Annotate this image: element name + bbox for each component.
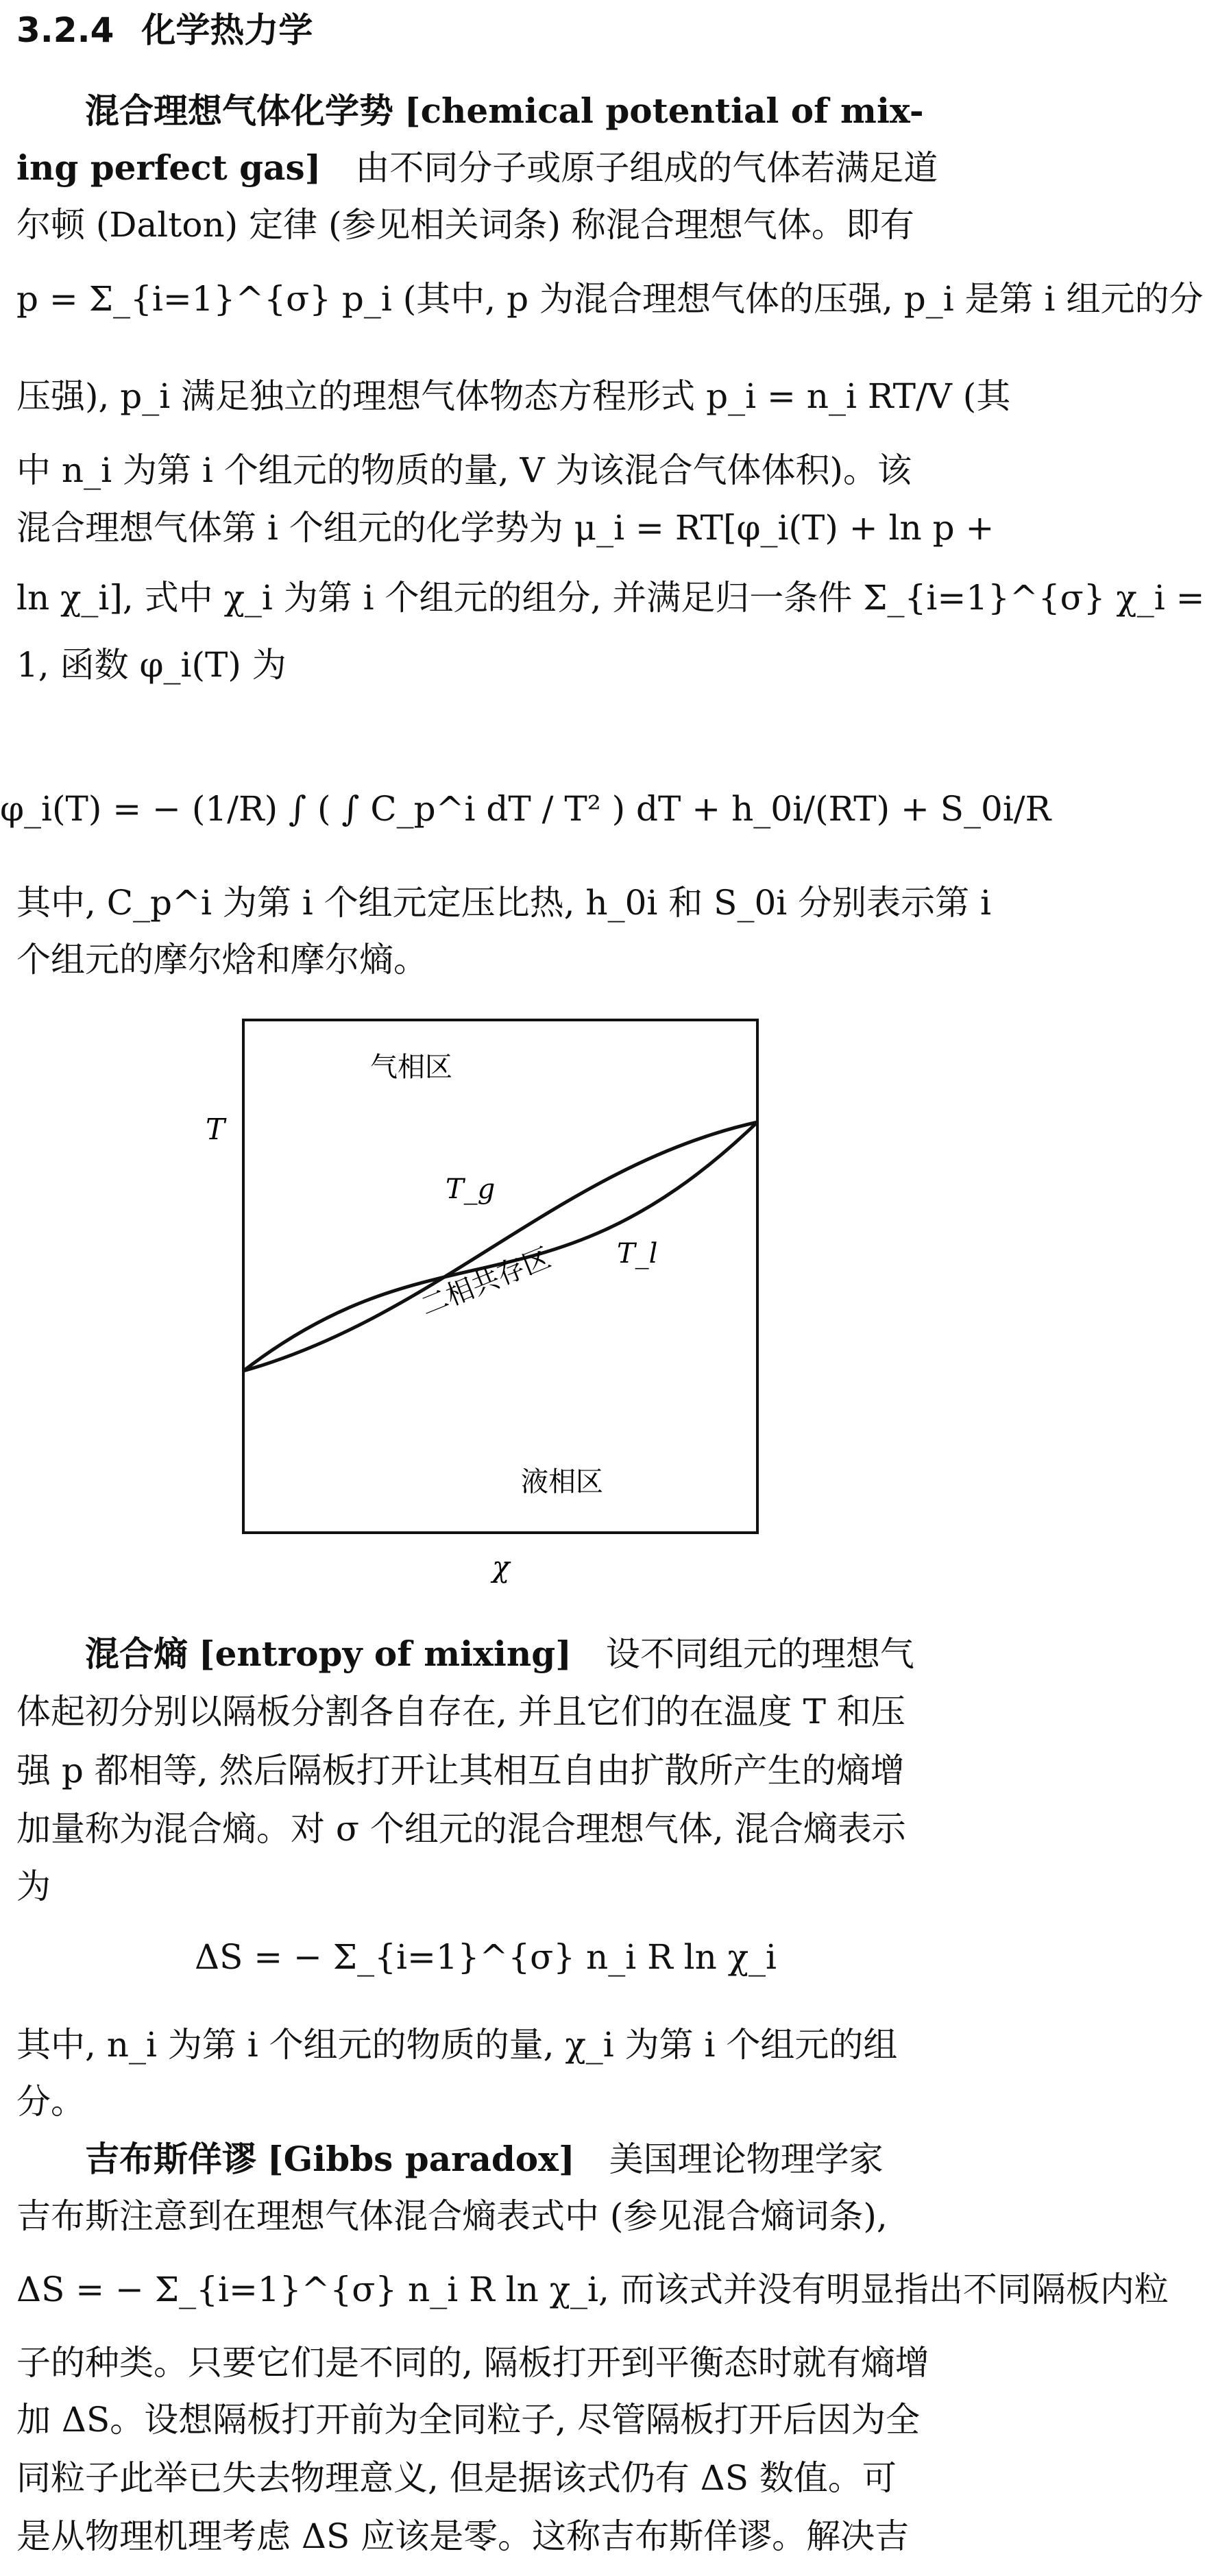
entry1-line9: 1, 函数 φ_i(T) 为 [16, 645, 287, 685]
label-liquid-region: 液相区 [521, 1466, 603, 1498]
label-two-phase-region: 二相共存区 [416, 1241, 555, 1323]
axis-label-y: T [206, 1113, 226, 1146]
entry3-line2: 吉布斯注意到在理想气体混合熵表式中 (参见混合熵词条), [16, 2196, 888, 2236]
entry2-line4: 加量称为混合熵。对 σ 个组元的混合理想气体, 混合熵表示 [16, 1809, 906, 1849]
entry3-line3: ΔS = − Σ_{i=1}^{σ} n_i R ln χ_i, 而该式并没有明显指出不同隔板内粒 [16, 2270, 1169, 2309]
entry1-line3: 尔顿 (Dalton) 定律 (参见相关词条) 称混合理想气体。即有 [16, 205, 914, 245]
entry3-line4: 子的种类。只要它们是不同的, 隔板打开到平衡态时就有熵增 [16, 2343, 929, 2383]
section-number: 3.2.4 [16, 10, 114, 50]
entry3-term-en: [Gibbs paradox] [267, 2139, 575, 2179]
entry3-line7: 是从物理机理考虑 ΔS 应该是零。这称吉布斯佯谬。解决吉 [16, 2516, 910, 2556]
axis-label-x: χ [492, 1550, 510, 1583]
entry2-line2: 体起初分别以隔板分割各自存在, 并且它们的在温度 T 和压 [16, 1692, 905, 1731]
label-curve-lower: T_l [617, 1238, 658, 1269]
label-curve-upper: T_g [446, 1174, 496, 1205]
entry1-line8: ln χ_i], 式中 χ_i 为第 i 个组元的组分, 并满足归一条件 Σ_{i=1}^{σ} χ_i = [16, 578, 1205, 618]
entry3-line5: 加 ΔS。设想隔板打开前为全同粒子, 尽管隔板打开后因为全 [16, 2400, 921, 2440]
entry2-term-en: [entropy of mixing] [198, 1633, 572, 1674]
label-gas-region: 气相区 [370, 1052, 452, 1083]
entry1-line4: p = Σ_{i=1}^{σ} p_i (其中, p 为混合理想气体的压强, p_i 是第 i 组元的分 [16, 279, 1204, 319]
curve-lower-liquid [243, 1122, 757, 1371]
entry3-term-zh: 吉布斯佯谬 [85, 2139, 256, 2179]
entry3-line6: 同粒子此举已失去物理意义, 但是据该式仍有 ΔS 数值。可 [16, 2458, 897, 2498]
entry2-formula: ΔS = − Σ_{i=1}^{σ} n_i R ln χ_i [194, 1937, 777, 1977]
curve-upper-gas [243, 1122, 757, 1371]
entry1-line2-text: 由不同分子或原子组成的气体若满足道 [355, 148, 938, 188]
entry1-after1: 其中, C_p^i 为第 i 个组元定压比热, h_0i 和 S_0i 分别表示第 i [16, 883, 992, 923]
entry1-term-zh: 混合理想气体化学势 [85, 91, 393, 131]
entry2-title-line [85, 1633, 955, 1675]
entry1-term-en-part2: ing perfect gas] [16, 147, 321, 188]
entry3-line1-text: 美国理论物理学家 [609, 2139, 884, 2179]
entry2-line1-text: 设不同组元的理想气 [605, 1634, 914, 1674]
entry2-term-zh: 混合熵 [85, 1634, 188, 1674]
entry2-line3: 强 p 都相等, 然后隔板打开让其相互自由扩散所产生的熵增 [16, 1751, 905, 1790]
entry1-formula: φ_i(T) = − (1/R) ∫ ( ∫ C_p^i dT / T² ) dT + h_0i/(RT) + S_0i/R [0, 789, 1051, 829]
entry2-line5: 为 [16, 1867, 51, 1906]
entry1-line6: 中 n_i 为第 i 个组元的物质的量, V 为该混合气体体积)。该 [16, 450, 912, 490]
entry1-after2: 个组元的摩尔焓和摩尔熵。 [16, 940, 428, 980]
entry2-after1: 其中, n_i 为第 i 个组元的物质的量, χ_i 为第 i 个组元的组 [16, 2025, 898, 2065]
entry1-line7: 混合理想气体第 i 个组元的化学势为 μ_i = RT[φ_i(T) + ln p + [16, 508, 995, 548]
entry1-line5: 压强), p_i 满足独立的理想气体物态方程形式 p_i = n_i RT/V (其 [16, 376, 1011, 416]
section-title: 化学热力学 [141, 10, 313, 50]
entry2-after2: 分。 [16, 2082, 85, 2122]
entry1-term-en-part1: [chemical potential of mix- [404, 90, 924, 131]
entry3-title-line [85, 2139, 955, 2180]
